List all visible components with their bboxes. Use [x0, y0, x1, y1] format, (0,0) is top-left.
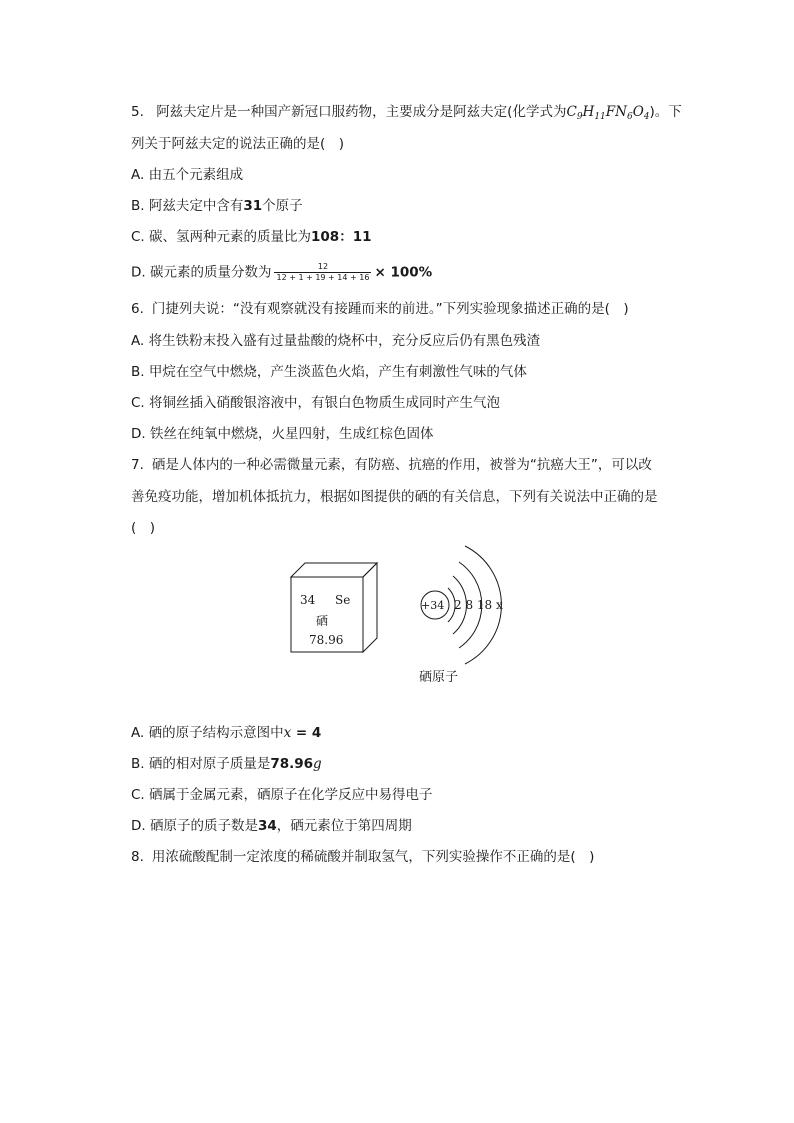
atom-label: 硒原子	[419, 670, 459, 685]
q5-stem-line2: 列关于阿兹夫定的说法正确的是( )	[131, 136, 345, 152]
q7-number: 7.	[131, 457, 144, 473]
atomic-number: 34	[300, 593, 316, 607]
q6-number: 6.	[131, 301, 144, 317]
q7-stem-line1: 7. 硒是人体内的一种必需微量元素，有防癌、抗癌的作用，被誉为“抗癌大王”，可以改	[131, 457, 652, 473]
q5-option-a: A. 由五个元素组成	[131, 167, 244, 183]
q6-option-a: A. 将生铁粉末投入盛有过量盐酸的烧杯中，充分反应后仍有黑色残渣	[131, 333, 541, 349]
q7-option-d: D. 硒原子的质子数是34，硒元素位于第四周期	[131, 818, 412, 834]
q7-option-a: A. 硒的原子结构示意图中x = 4	[131, 725, 322, 741]
q5-formula: $C_9H_{11}FN_6O_4$	[566, 104, 650, 122]
element-cell-box	[291, 563, 377, 652]
q7-option-b: B. 硒的相对原子质量是78.96g	[131, 756, 322, 772]
atomic-mass: 78.96	[309, 633, 344, 647]
q5-option-b: B. 阿兹夫定中含有31个原子	[131, 198, 303, 214]
q5-stem-line1	[131, 102, 682, 127]
atom-structure-diagram	[421, 546, 503, 664]
nuclear-charge: +34	[421, 599, 445, 612]
q6-stem: 6. 门捷列夫说：“没有观察就没有接踵而来的前进。”下列实验现象描述正确的是( )	[131, 301, 629, 317]
q5-option-c: C. 碳、氢两种元素的质量比为108：11	[131, 229, 372, 245]
element-symbol: Se	[335, 593, 351, 607]
q8-stem: 8. 用浓硫酸配制一定浓度的稀硫酸并制取氢气，下列实验操作不正确的是( )	[131, 849, 595, 865]
q5-number: 5.	[131, 104, 144, 120]
q5-option-d: D. 碳元素的质量分数为 $\frac{12}{12 + 1 + 19 + 14 + 16}$ × 100%	[131, 262, 433, 282]
q6-option-c: C. 将铜丝插入硝酸银溶液中，有银白色物质生成同时产生气泡	[131, 395, 501, 411]
selenium-figure	[285, 540, 525, 690]
shell-electron-counts: 2 8 18 x	[454, 598, 503, 612]
q5-stem-a: 阿兹夫定片是一种国产新冠口服药物，主要成分是阿兹夫定(化学式为	[156, 104, 567, 120]
q7-stem-line3: ( )	[131, 520, 156, 536]
q6-option-d: D. 铁丝在纯氧中燃烧，火星四射，生成红棕色固体	[131, 426, 434, 442]
q5-stem-b: )。下	[649, 104, 682, 120]
q8-number: 8.	[131, 849, 144, 865]
q5-fraction: $\frac{12}{12 + 1 + 19 + 14 + 16}$	[276, 262, 370, 282]
element-name: 硒	[316, 614, 329, 628]
q7-option-c: C. 硒属于金属元素，硒原子在化学反应中易得电子	[131, 787, 433, 803]
q6-option-b: B. 甲烷在空气中燃烧，产生淡蓝色火焰，产生有刺激性气味的气体	[131, 364, 527, 380]
q7-stem-line2: 善免疫功能，增加机体抵抗力，根据如图提供的硒的有关信息，下列有关说法中正确的是	[131, 489, 658, 505]
